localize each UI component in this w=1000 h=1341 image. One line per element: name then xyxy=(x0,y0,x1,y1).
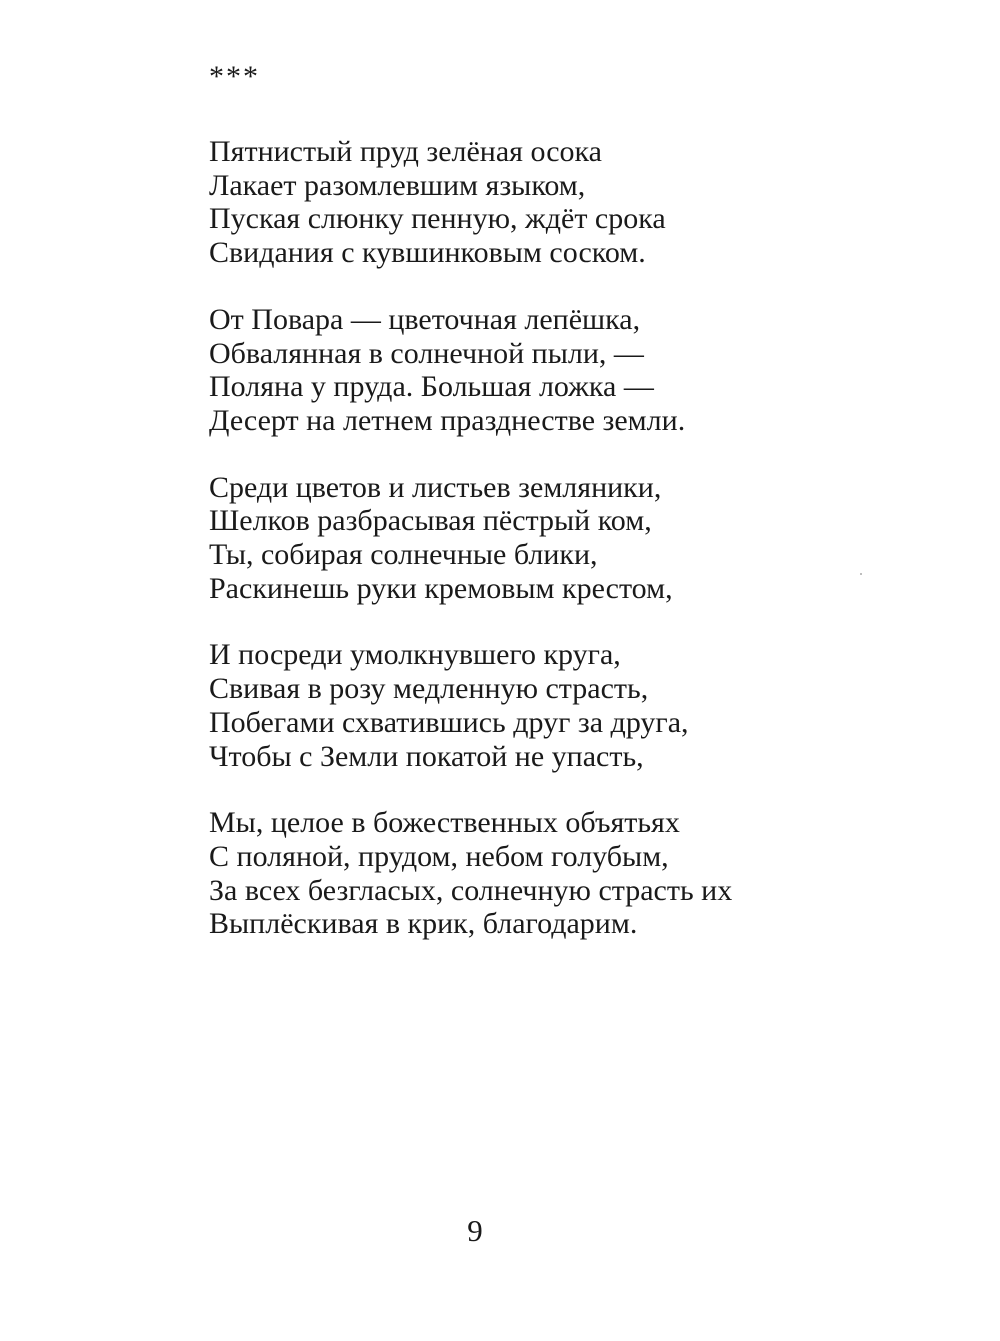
stanza xyxy=(209,303,969,438)
poem-line: Пятнистый пруд зелёная осока xyxy=(209,135,602,168)
poem-line: Шелков разбрасывая пёстрый ком, xyxy=(209,504,652,538)
poem-line: Свивая в розу медленную страсть, xyxy=(209,672,649,706)
poem-line: Лакает разомлевшим языком, xyxy=(209,168,586,202)
stanza xyxy=(209,806,969,941)
poem-line: Поляна у пруда. Большая ложка — xyxy=(209,370,654,404)
poem-line: Десерт на летнем празднестве земли. xyxy=(209,403,686,437)
poem-line: Среди цветов и листьев земляники, xyxy=(209,470,662,504)
poem-line: С поляной, прудом, небом голубым, xyxy=(209,839,669,873)
poem-line: И посреди умолкнувшего круга, xyxy=(209,638,621,672)
poem-line: Ты, собирая солнечные блики, xyxy=(209,538,598,572)
poem-line: Раскинешь руки кремовым крестом, xyxy=(209,571,673,605)
section-asterism: *** xyxy=(209,60,260,93)
poem-line: От Повара — цветочная лепёшка, xyxy=(209,302,641,336)
poem-line: Обвалянная в солнечной пыли, — xyxy=(209,336,644,370)
stanza xyxy=(209,135,969,270)
stanza xyxy=(209,471,969,606)
poem-line: Побегами схватившись друг за друга, xyxy=(209,705,689,739)
page-number: 9 xyxy=(467,1213,483,1248)
poem-line: Чтобы с Земли покатой не упасть, xyxy=(209,739,644,773)
poem-line: Выплёскивая в крик, благодарим. xyxy=(209,907,638,941)
poem xyxy=(209,135,969,974)
poem-line: Пуская слюнку пенную, ждёт срока xyxy=(209,202,666,236)
print-speck xyxy=(860,573,862,575)
poem-line: Свидания с кувшинковым соском. xyxy=(209,236,646,270)
stanza xyxy=(209,638,969,773)
poem-line: Мы, целое в божественных объятьях xyxy=(209,806,680,840)
poem-line: За всех безгласых, солнечную страсть их xyxy=(209,873,733,907)
